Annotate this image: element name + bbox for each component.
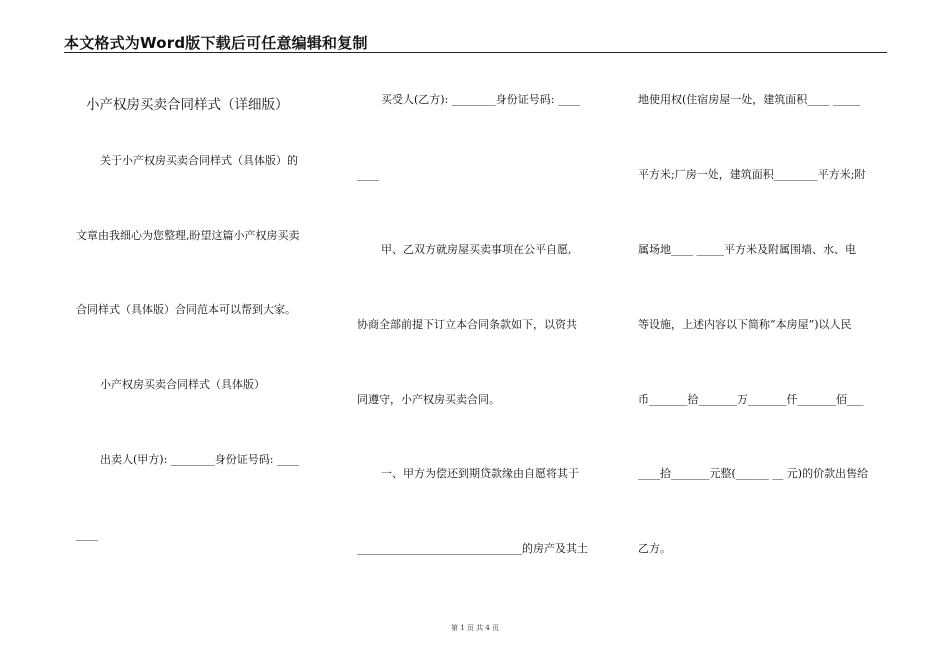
document-title: 小产权房买卖合同样式（详细版） — [86, 97, 289, 113]
text-line: 等设施，上述内容以下简称“本房屋”)以人民 — [638, 318, 852, 331]
text-line: 关于小产权房买卖合同样式（具体版）的 — [100, 154, 298, 167]
text-line: ____ — [76, 528, 98, 541]
document-header: 本文格式为Word版下载后可任意编辑和复制 — [64, 34, 368, 52]
text-line: ______________________________的房产及其土 — [357, 542, 588, 555]
section-heading: 小产权房买卖合同样式（具体版） — [100, 378, 265, 391]
text-line: 币_______拾_______万_______仟_______佰___ — [638, 393, 864, 406]
text-line: 平方米;厂房一处，建筑面积________平方米;附 — [638, 168, 866, 181]
text-line: 地使用权(住宿房屋一处，建筑面积____ _____ — [638, 93, 861, 106]
text-line: 文章由我细心为您整理,盼望这篇小产权房买卖 — [76, 229, 300, 242]
header-divider — [64, 52, 887, 53]
text-line: 一、甲方为偿还到期贷款缘由自愿将其于 — [381, 467, 579, 480]
text-line: ____拾_______元整(______ __ 元)的价款出售给 — [638, 467, 869, 480]
text-line: 甲、乙双方就房屋买卖事项在公平自愿, — [381, 243, 572, 256]
text-line: ____ — [357, 168, 379, 181]
text-line: 乙方。 — [638, 542, 671, 555]
text-line: 协商全部前提下订立本合同条款如下，以资共 — [357, 318, 577, 331]
text-line: 同遵守，小产权房买卖合同。 — [357, 393, 500, 406]
text-line: 买受人(乙方): ________身份证号码: ____ — [381, 93, 580, 106]
text-line: 合同样式（具体版）合同范本可以帮到大家。 — [76, 303, 296, 316]
text-line: 属场地____ _____平方米及附属围墙、水、电 — [638, 243, 856, 256]
text-line: 出卖人(甲方): ________身份证号码: ____ — [100, 453, 299, 466]
page-number: 第 1 页 共 4 页 — [450, 624, 500, 632]
